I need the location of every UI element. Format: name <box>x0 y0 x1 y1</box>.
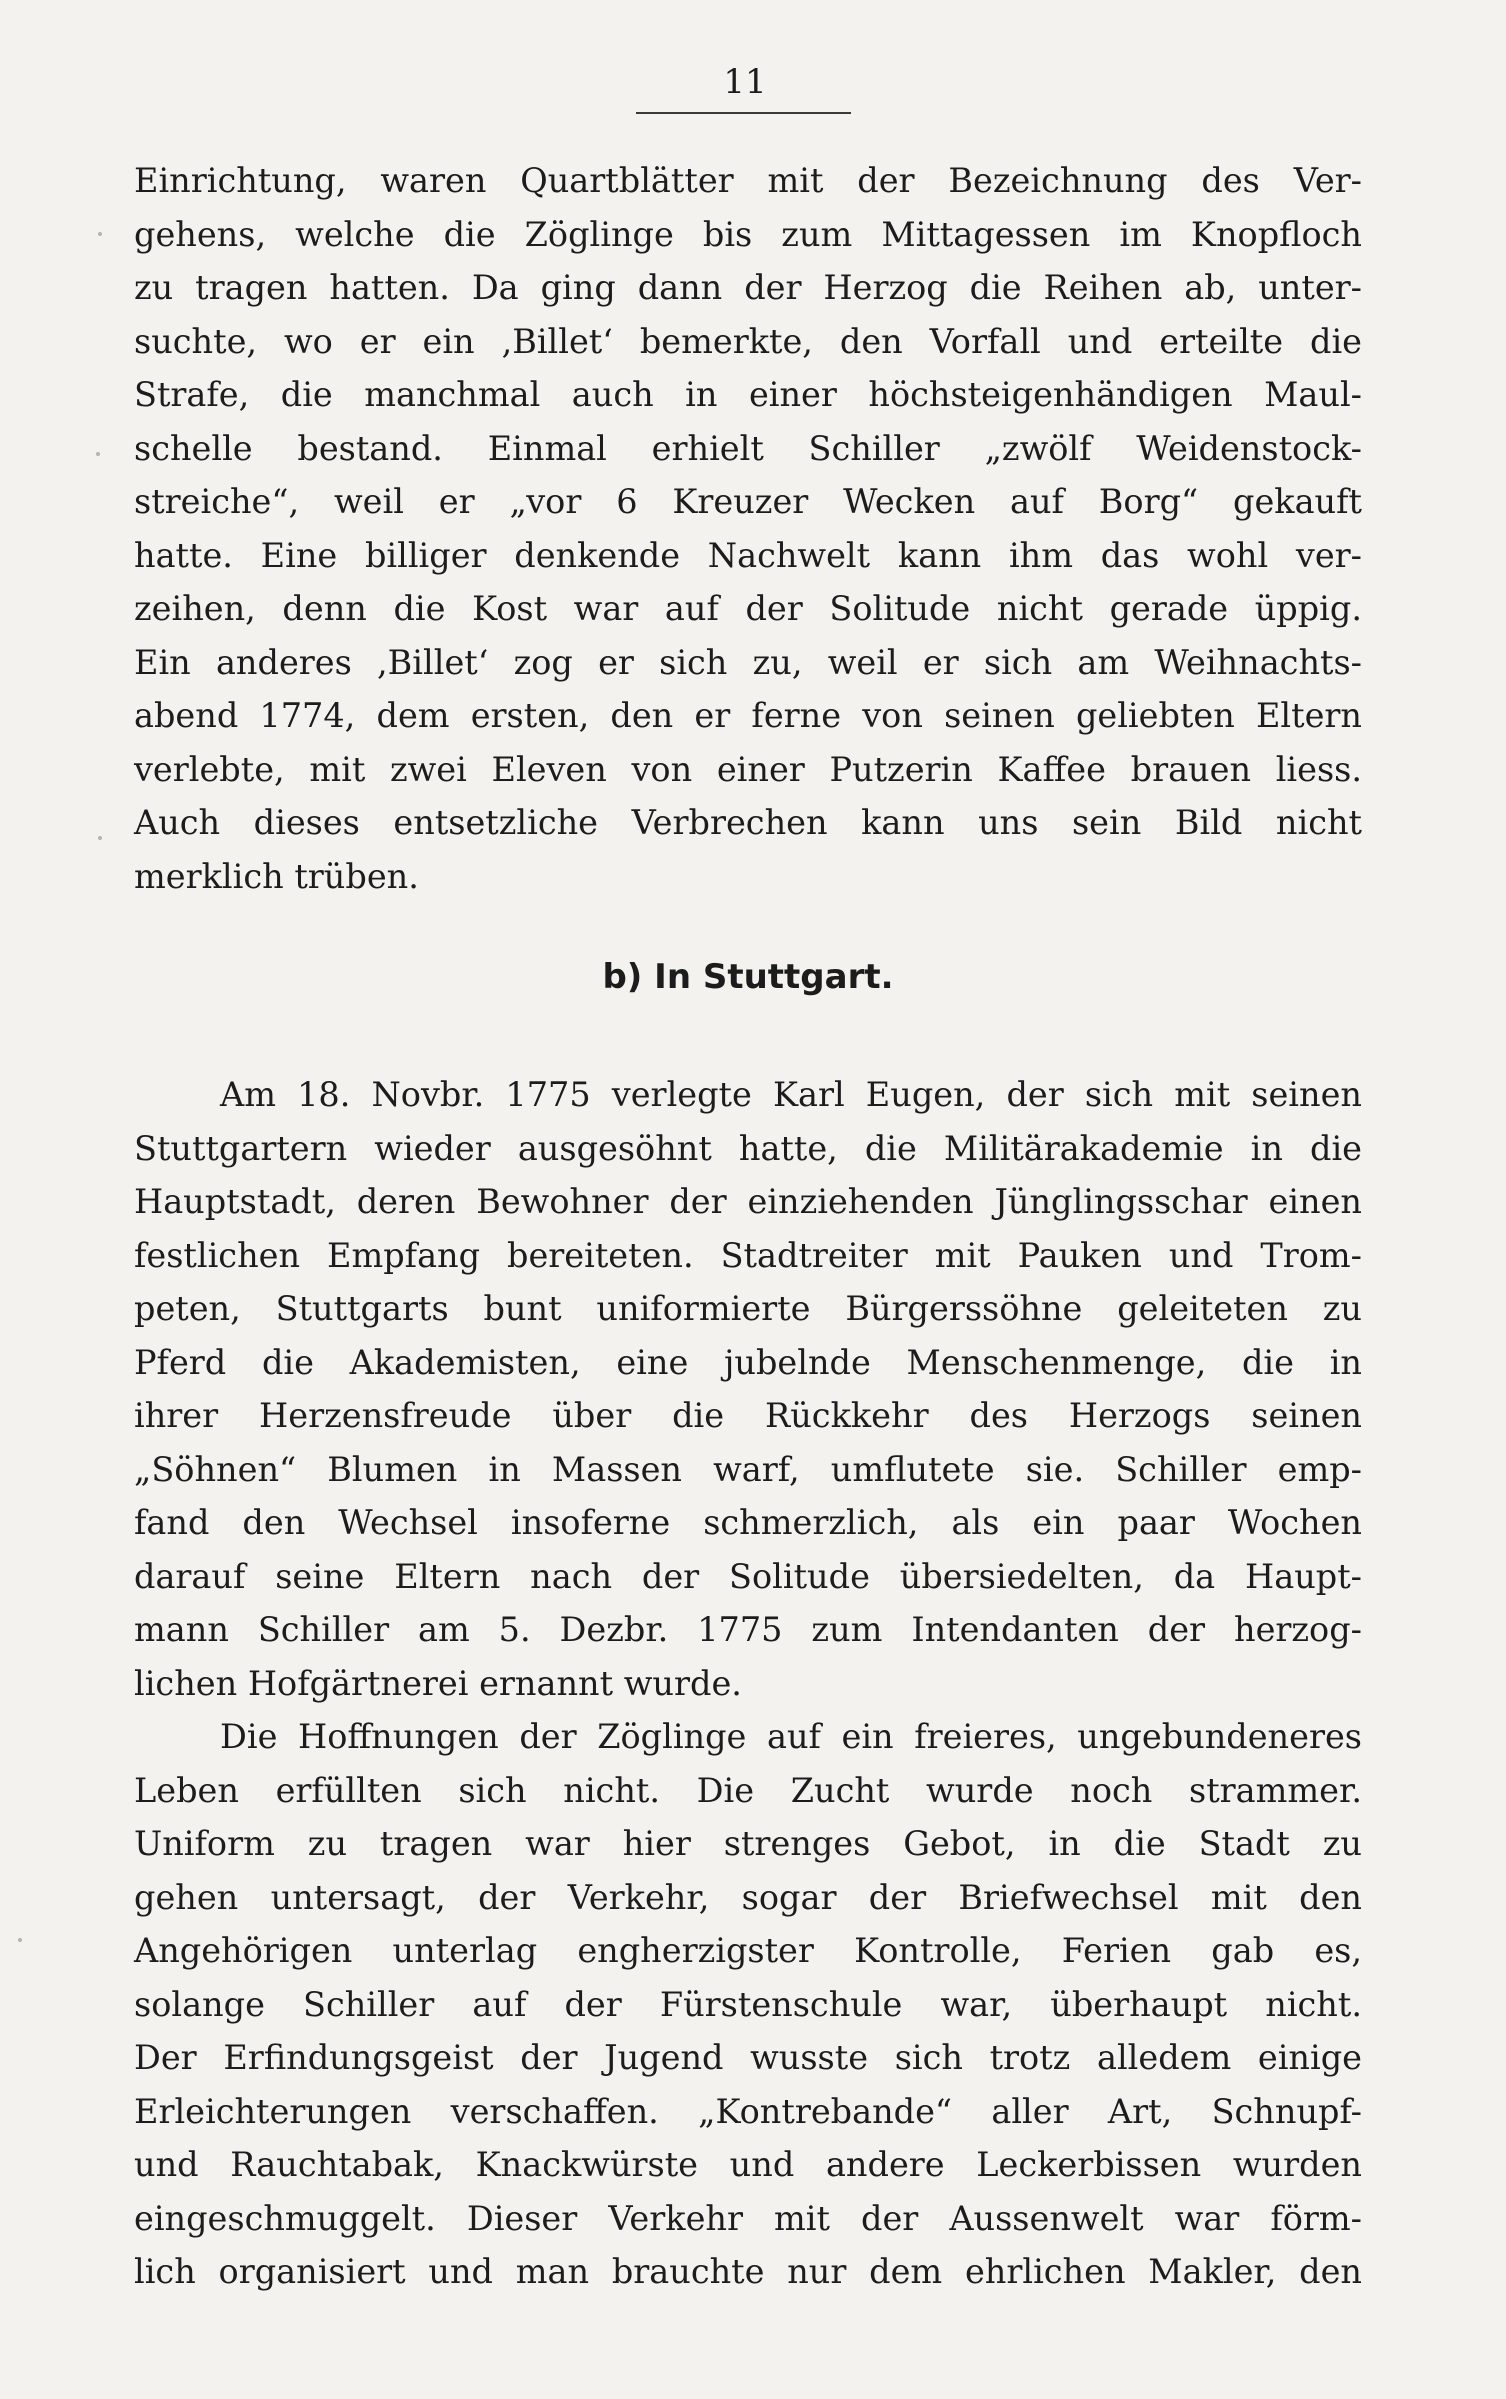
page-number-rule <box>636 112 851 114</box>
section-heading: b) In Stuttgart. <box>602 957 894 997</box>
text-line: Die Hoffnungen der Zöglinge auf ein freieres, ungebundeneres <box>220 1717 1362 1756</box>
text-line: fand den Wechsel insoferne schmerzlich, als ein paar Wochen <box>134 1503 1362 1542</box>
text-line: hatte. Eine billiger denkende Nachwelt kann ihm das wohl ver- <box>134 535 1362 575</box>
text-line: Hauptstadt, deren Bewohner der einziehenden Jünglingsschar einen <box>134 1182 1362 1221</box>
text-line: Erleichterungen verschaffen. „Kontrebande“ aller Art, Schnupf- <box>134 2091 1362 2131</box>
page-number: 11 <box>723 62 767 102</box>
text-line: darauf seine Eltern nach der Solitude übersiedelten, da Haupt- <box>134 1556 1362 1596</box>
text-line: „Söhnen“ Blumen in Massen warf, umflutete sie. Schiller emp- <box>134 1449 1362 1489</box>
paragraph-3 <box>134 1710 1362 2299</box>
text-line: Am 18. Novbr. 1775 verlegte Karl Eugen, der sich mit seinen <box>220 1075 1362 1114</box>
text-line: abend 1774, dem ersten, den er ferne von seinen geliebten Eltern <box>134 696 1362 735</box>
paper-speck <box>96 452 100 456</box>
text-line: Der Erfindungsgeist der Jugend wusste sich trotz alledem einige <box>134 2038 1362 2077</box>
paper-speck <box>98 836 102 840</box>
paragraph-1 <box>134 154 1362 903</box>
text-line: schelle bestand. Einmal erhielt Schiller „zwölf Weidenstock- <box>134 428 1362 468</box>
text-line: gehens, welche die Zöglinge bis zum Mittagessen im Knopfloch <box>134 214 1362 254</box>
text-line: mann Schiller am 5. Dezbr. 1775 zum Intendanten der herzog- <box>134 1610 1362 1649</box>
text-line: festlichen Empfang bereiteten. Stadtreiter mit Pauken und Trom- <box>134 1235 1362 1275</box>
paper-speck <box>18 1938 22 1942</box>
text-line: Strafe, die manchmal auch in einer höchsteigenhändigen Maul- <box>134 375 1362 414</box>
text-line: peten, Stuttgarts bunt uniformierte Bürgerssöhne geleiteten zu <box>134 1289 1362 1328</box>
text-line: streiche“, weil er „vor 6 Kreuzer Wecken auf Borg“ gekauft <box>134 482 1362 521</box>
text-line: lichen Hofgärtnerei ernannt wurde. <box>134 1663 742 1703</box>
text-line: Uniform zu tragen war hier strenges Gebot, in die Stadt zu <box>134 1824 1362 1863</box>
text-line: gehen untersagt, der Verkehr, sogar der Briefwechsel mit den <box>134 1877 1362 1917</box>
text-line: eingeschmuggelt. Dieser Verkehr mit der Aussenwelt war förm- <box>134 2198 1362 2238</box>
text-line: Ein anderes ,Billet‘ zog er sich zu, weil er sich am Weihnachts- <box>134 642 1362 682</box>
paragraph-2 <box>134 1068 1362 1710</box>
text-line: solange Schiller auf der Fürstenschule war, überhaupt nicht. <box>134 1984 1362 2024</box>
text-line: Stuttgartern wieder ausgesöhnt hatte, die Militärakademie in die <box>134 1128 1362 1168</box>
paper-speck <box>98 232 102 236</box>
text-line: Angehörigen unterlag engherzigster Kontrolle, Ferien gab es, <box>134 1931 1362 1970</box>
text-line: lich organisiert und man brauchte nur dem ehrlichen Makler, den <box>134 2252 1362 2291</box>
text-line: ihrer Herzensfreude über die Rückkehr des Herzogs seinen <box>134 1396 1362 1435</box>
text-line: Auch dieses entsetzliche Verbrechen kann uns sein Bild nicht <box>134 803 1362 842</box>
text-line: Leben erfüllten sich nicht. Die Zucht wurde noch strammer. <box>134 1770 1362 1810</box>
text-line: zu tragen hatten. Da ging dann der Herzog die Reihen ab, unter- <box>134 268 1362 307</box>
text-line: verlebte, mit zwei Eleven von einer Putzerin Kaffee brauen liess. <box>134 749 1362 789</box>
text-line: Pferd die Akademisten, eine jubelnde Menschenmenge, die in <box>134 1342 1362 1382</box>
text-line: und Rauchtabak, Knackwürste und andere Leckerbissen wurden <box>134 2145 1362 2184</box>
text-line: suchte, wo er ein ,Billet‘ bemerkte, den Vorfall und erteilte die <box>134 321 1362 361</box>
text-line: Einrichtung, waren Quartblätter mit der Bezeichnung des Ver- <box>134 161 1362 200</box>
text-line: zeihen, denn die Kost war auf der Solitude nicht gerade üppig. <box>134 589 1362 628</box>
text-line: merklich trüben. <box>134 856 419 896</box>
